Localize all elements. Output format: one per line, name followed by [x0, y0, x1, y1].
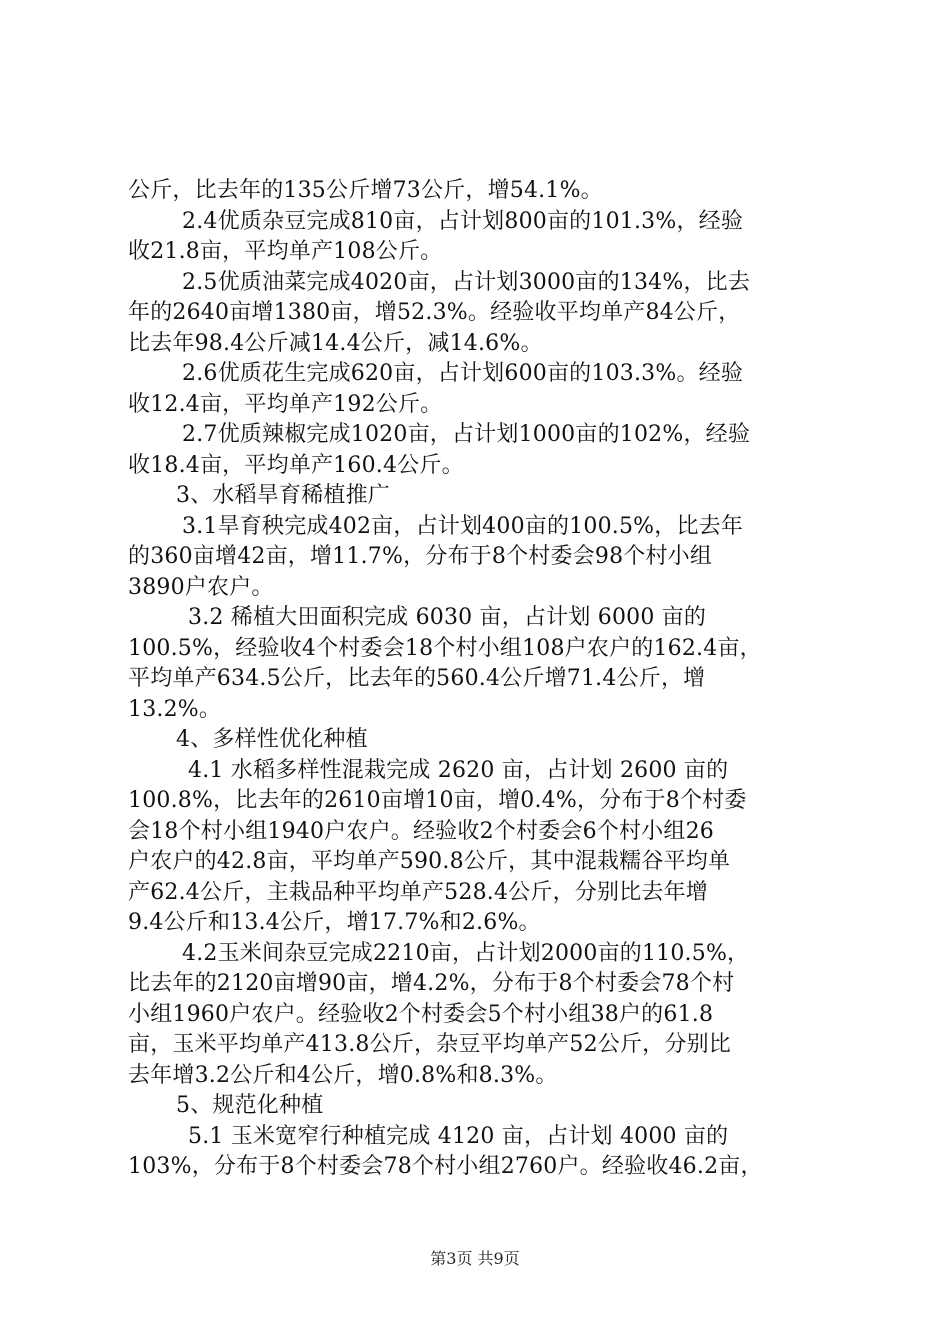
text-line: 2.6优质花生完成620亩，占计划600亩的103.3%。经验: [182, 361, 744, 386]
text-line: 5.1 玉米宽窄行种植完成 4120 亩，占计划 4000 亩的: [188, 1123, 729, 1149]
text-line: 小组1960户农户。经验收2个村委会5个村小组38户的61.8: [128, 1001, 714, 1027]
text-line: 9.4公斤和13.4公斤，增17.7%和2.6%。: [128, 910, 541, 935]
text-line: 13.2%。: [128, 696, 222, 722]
text-line: 比去年98.4公斤减14.4公斤，减14.6%。: [128, 330, 543, 356]
text-line: 户农户的42.8亩，平均单产590.8公斤，其中混栽糯谷平均单: [128, 849, 731, 874]
text-line: 会18个村小组1940户农户。经验收2个村委会6个村小组26: [128, 818, 714, 844]
text-line: 平均单产634.5公斤，比去年的560.4公斤增71.4公斤，增: [128, 666, 706, 691]
text-line: 公斤，比去年的135公斤增73公斤，增54.1%。: [128, 178, 603, 203]
text-line: 收18.4亩，平均单产160.4公斤。: [128, 452, 464, 478]
text-line: 4.2玉米间杂豆完成2210亩，占计划2000亩的110.5%，: [182, 940, 750, 966]
page-footer: 第3页 共9页: [430, 1249, 520, 1268]
text-line: 2.4优质杂豆完成810亩，占计划800亩的101.3%，经验: [182, 208, 744, 234]
text-line: 收21.8亩，平均单产108公斤。: [128, 239, 443, 264]
section-heading: 5、规范化种植: [176, 1093, 324, 1118]
text-line: 103%，分布于8个村委会78个村小组2760户。经验收46.2亩，: [128, 1154, 763, 1179]
text-line: 收12.4亩，平均单产192公斤。: [128, 391, 443, 417]
text-line: 100.5%，经验收4个村委会18个村小组108户农户的162.4亩，: [128, 635, 762, 661]
text-line: 100.8%，比去年的2610亩增10亩，增0.4%，分布于8个村委: [128, 788, 747, 813]
text-line: 产62.4公斤，主栽品种平均单产528.4公斤，分别比去年增: [128, 879, 708, 905]
section-heading: 4、多样性优化种植: [176, 727, 368, 752]
text-line: 3.1旱育秧完成402亩，占计划400亩的100.5%，比去年: [182, 513, 744, 539]
text-line: 去年增3.2公斤和4公斤，增0.8%和8.3%。: [128, 1062, 558, 1088]
text-line: 4.1 水稻多样性混栽完成 2620 亩，占计划 2600 亩的: [188, 757, 729, 783]
body-text: [128, 176, 834, 1183]
text-line: 年的2640亩增1380亩，增52.3%。经验收平均单产84公斤，: [128, 300, 741, 325]
text-line: 3.2 稀植大田面积完成 6030 亩，占计划 6000 亩的: [188, 605, 707, 630]
text-line: 2.7优质辣椒完成1020亩，占计划1000亩的102%，经验: [182, 422, 751, 447]
text-line: 3890户农户。: [128, 574, 274, 600]
text-line: 比去年的2120亩增90亩，增4.2%，分布于8个村委会78个村: [128, 971, 735, 996]
text-line: 2.5优质油菜完成4020亩，占计划3000亩的134%，比去: [182, 269, 751, 295]
section-heading: 3、水稻旱育稀植推广: [176, 483, 390, 508]
text-line: 亩，玉米平均单产413.8公斤，杂豆平均单产52公斤，分别比: [128, 1032, 731, 1057]
text-line: 的360亩增42亩，增11.7%，分布于8个村委会98个村小组: [128, 544, 713, 569]
